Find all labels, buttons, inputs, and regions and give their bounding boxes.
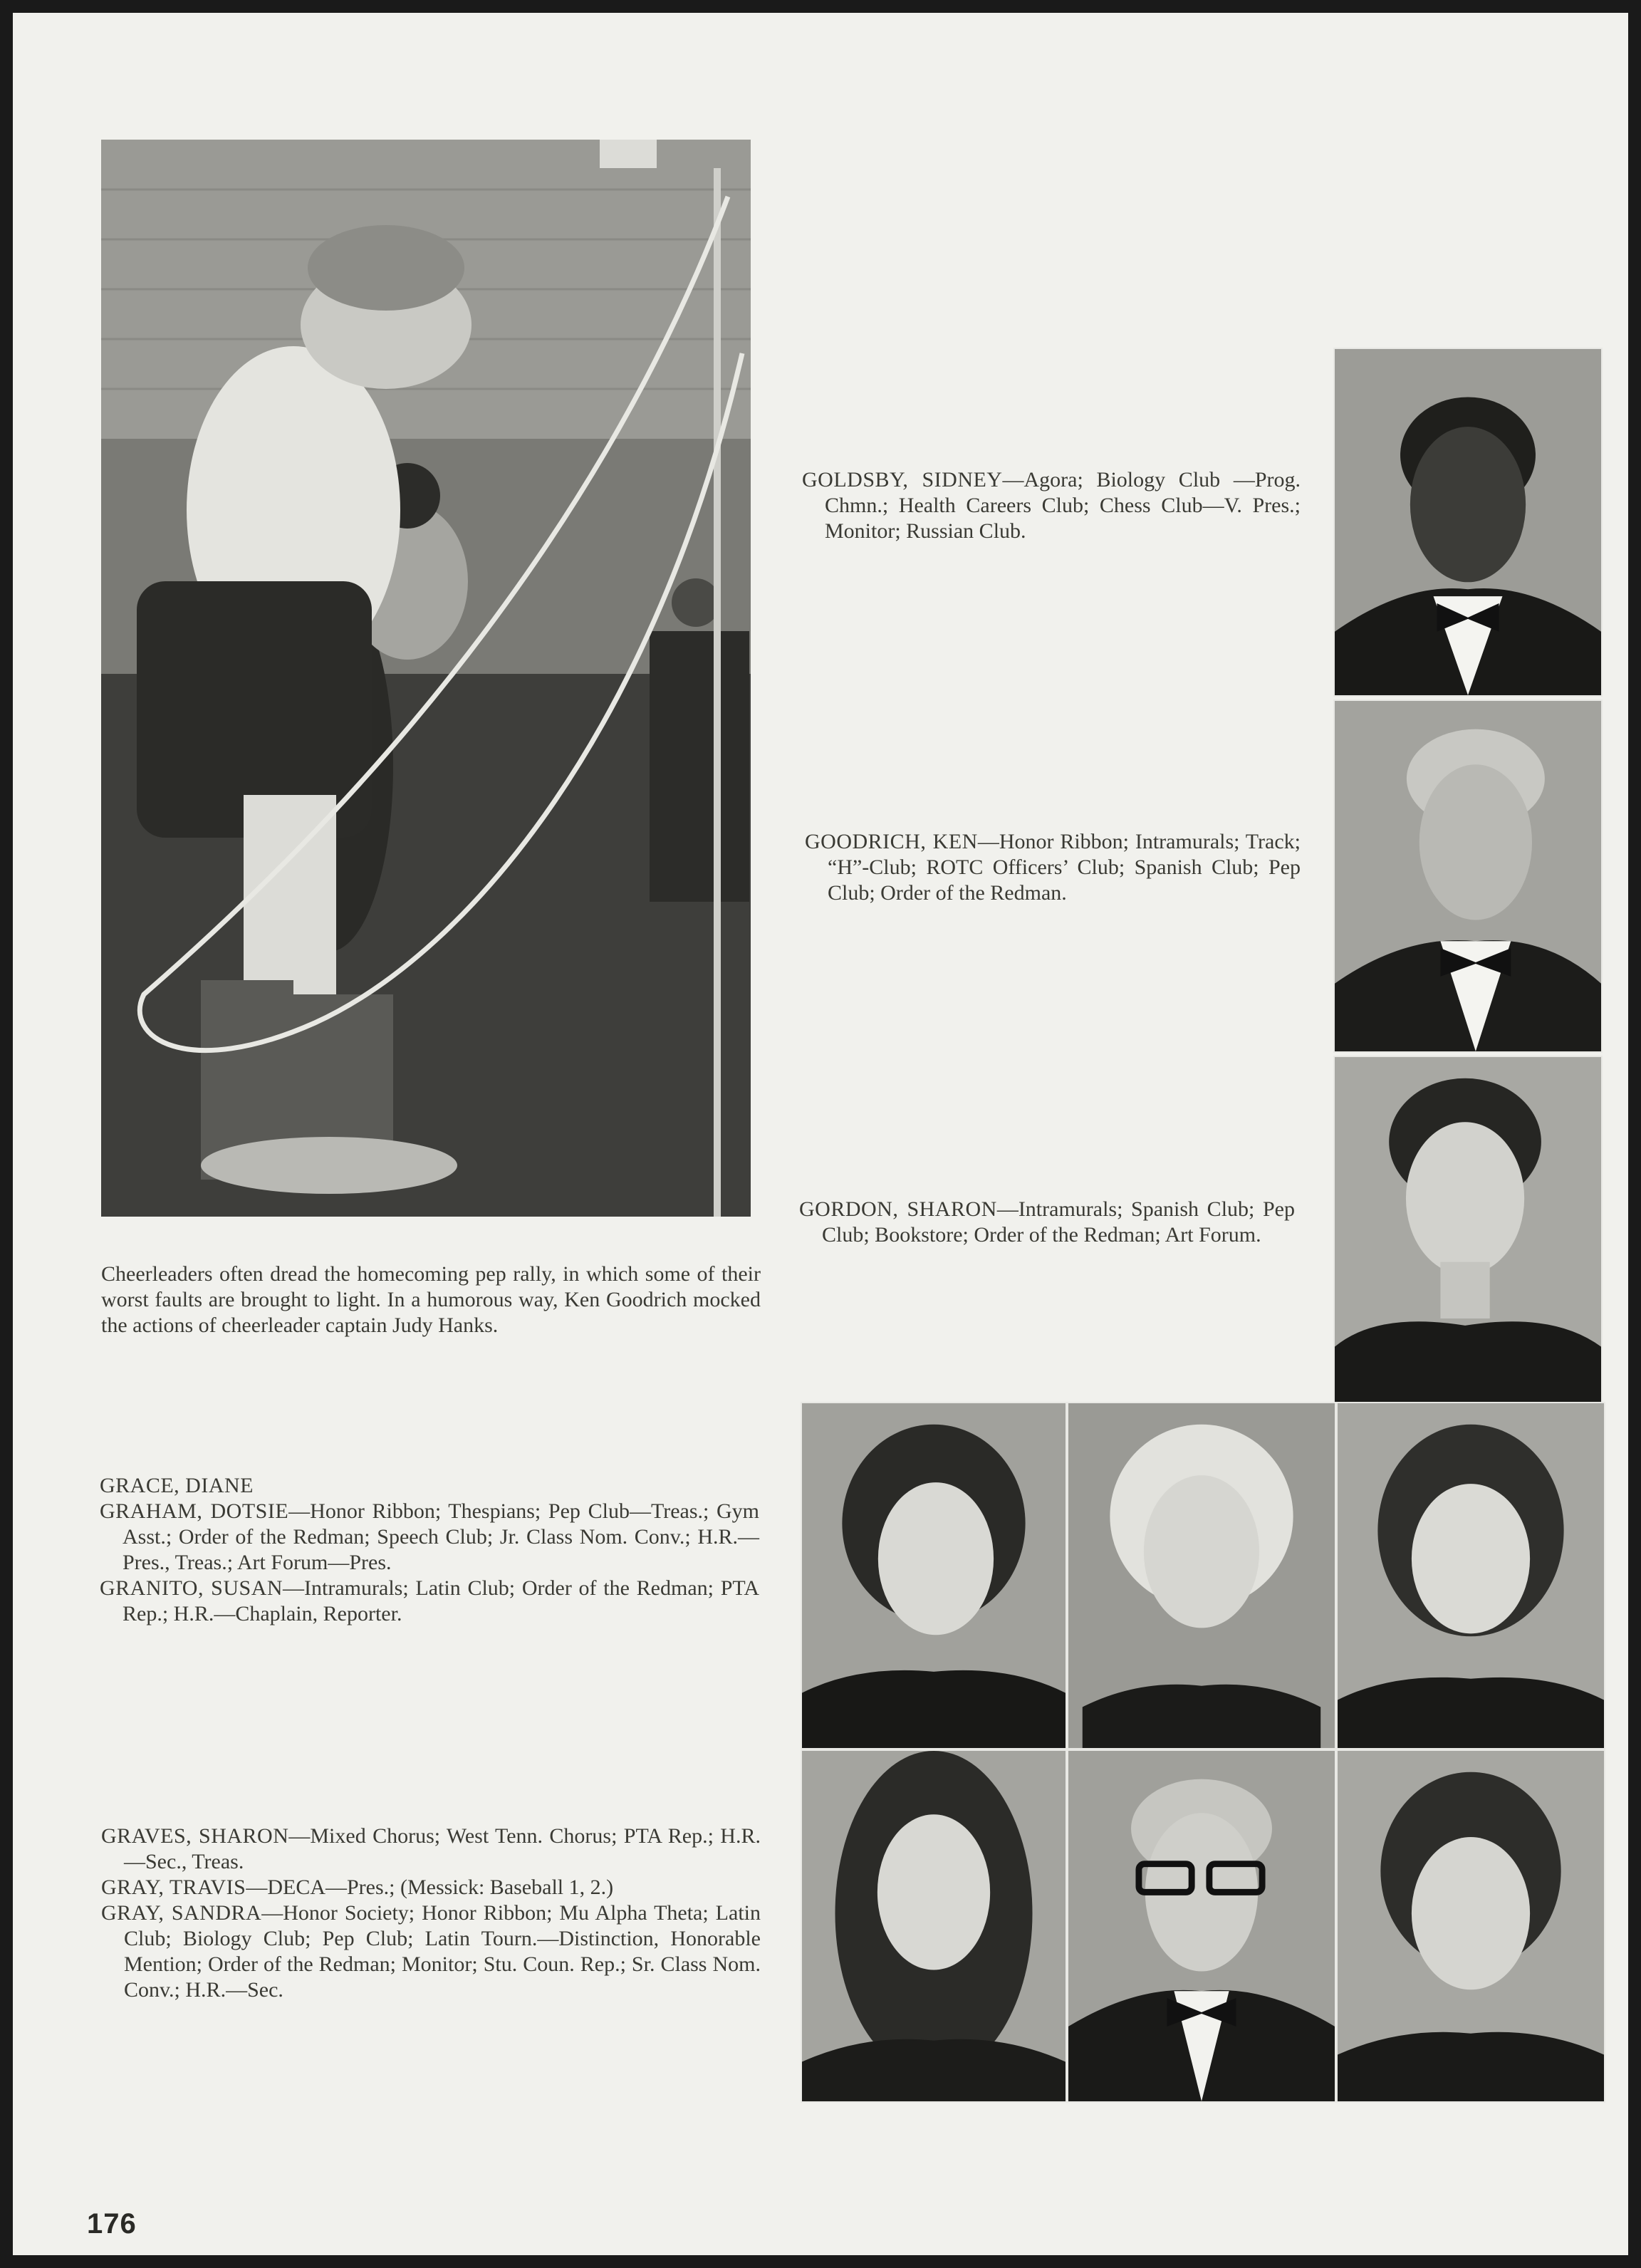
entry-details: —DECA—Pres.; (Messick: Baseball 1, 2.) — [246, 1876, 614, 1899]
entry-details: —Agora; Biology Club —Prog. Chmn.; Health Careers Club; Chess Club—V. Pres.; Monitor; Russian Club. — [825, 468, 1301, 543]
candid-photo — [101, 140, 751, 1217]
portrait-gray-travis — [1067, 1749, 1336, 2103]
photo-caption: Cheerleaders often dread the homecoming pep rally, in which some of their worst faults are brought to light. In a humorous way, Ken Goodrich mocked the actions of cheerleader captain Judy Hanks. — [101, 1262, 761, 1337]
entry-name: GRACE, DIANE — [100, 1474, 254, 1497]
portrait-goodrich-ken — [1333, 699, 1603, 1053]
entry-name: GOODRICH, KEN — [805, 830, 978, 853]
entry-details: —Intramurals; Spanish Club; Pep Club; Bookstore; Order of the Redman; Art Forum. — [822, 1197, 1295, 1247]
entry-gordon-sharon — [799, 1197, 1295, 1248]
entry-details: —Honor Society; Honor Ribbon; Mu Alpha Theta; Latin Club; Biology Club; Pep Club; Latin Tourn.—Distinction, Honorable Mention; Order of the Redman; Monitor; Stu. Coun. Rep.; Sr. Class Nom. Conv.; H.R.—Sec. — [124, 1901, 761, 2002]
entries-grace-graham-granito — [100, 1473, 759, 1627]
entry-goodrich-ken — [805, 829, 1301, 906]
entry-details: —Mixed Chorus; West Tenn. Chorus; PTA Rep.; H.R.—Sec., Treas. — [124, 1824, 761, 1873]
entry-name: GRAY, SANDRA — [101, 1901, 262, 1925]
entry-name: GRANITO, SUSAN — [100, 1576, 283, 1600]
entry-details: —Intramurals; Latin Club; Order of the Redman; PTA Rep.; H.R.—Chaplain, Reporter. — [123, 1576, 759, 1625]
entry-name: GRAVES, SHARON — [101, 1824, 289, 1848]
entry-name: GRAY, TRAVIS — [101, 1876, 246, 1899]
page-number: 176 — [87, 2208, 137, 2240]
portrait-graham-dotsie — [1067, 1402, 1336, 1749]
portrait-gordon-sharon — [1333, 1056, 1603, 1406]
entry-name: GRAHAM, DOTSIE — [100, 1499, 289, 1523]
entry-goldsby-sidney — [802, 467, 1301, 544]
entry-name: GORDON, SHARON — [799, 1197, 997, 1221]
entry-details: —Honor Ribbon; Intramurals; Track; “H”-Club; ROTC Officers’ Club; Spanish Club; Pep Club; Order of the Redman. — [828, 830, 1301, 905]
entries-graves-gray — [101, 1824, 761, 2003]
entry-name: GOLDSBY, SIDNEY — [802, 468, 1003, 491]
yearbook-page — [13, 13, 1628, 2255]
portrait-graves-sharon — [801, 1749, 1067, 2103]
entry-details: —Honor Ribbon; Thespians; Pep Club—Treas.; Gym Asst.; Order of the Redman; Speech Club; Jr. Class Nom. Conv.; H.R.—Pres., Treas.; Art Forum—Pres. — [123, 1499, 760, 1574]
portrait-grace-diane — [801, 1402, 1067, 1749]
portrait-goldsby-sidney — [1333, 348, 1603, 697]
portrait-granito-susan — [1336, 1402, 1605, 1749]
portrait-gray-sandra — [1336, 1749, 1605, 2103]
